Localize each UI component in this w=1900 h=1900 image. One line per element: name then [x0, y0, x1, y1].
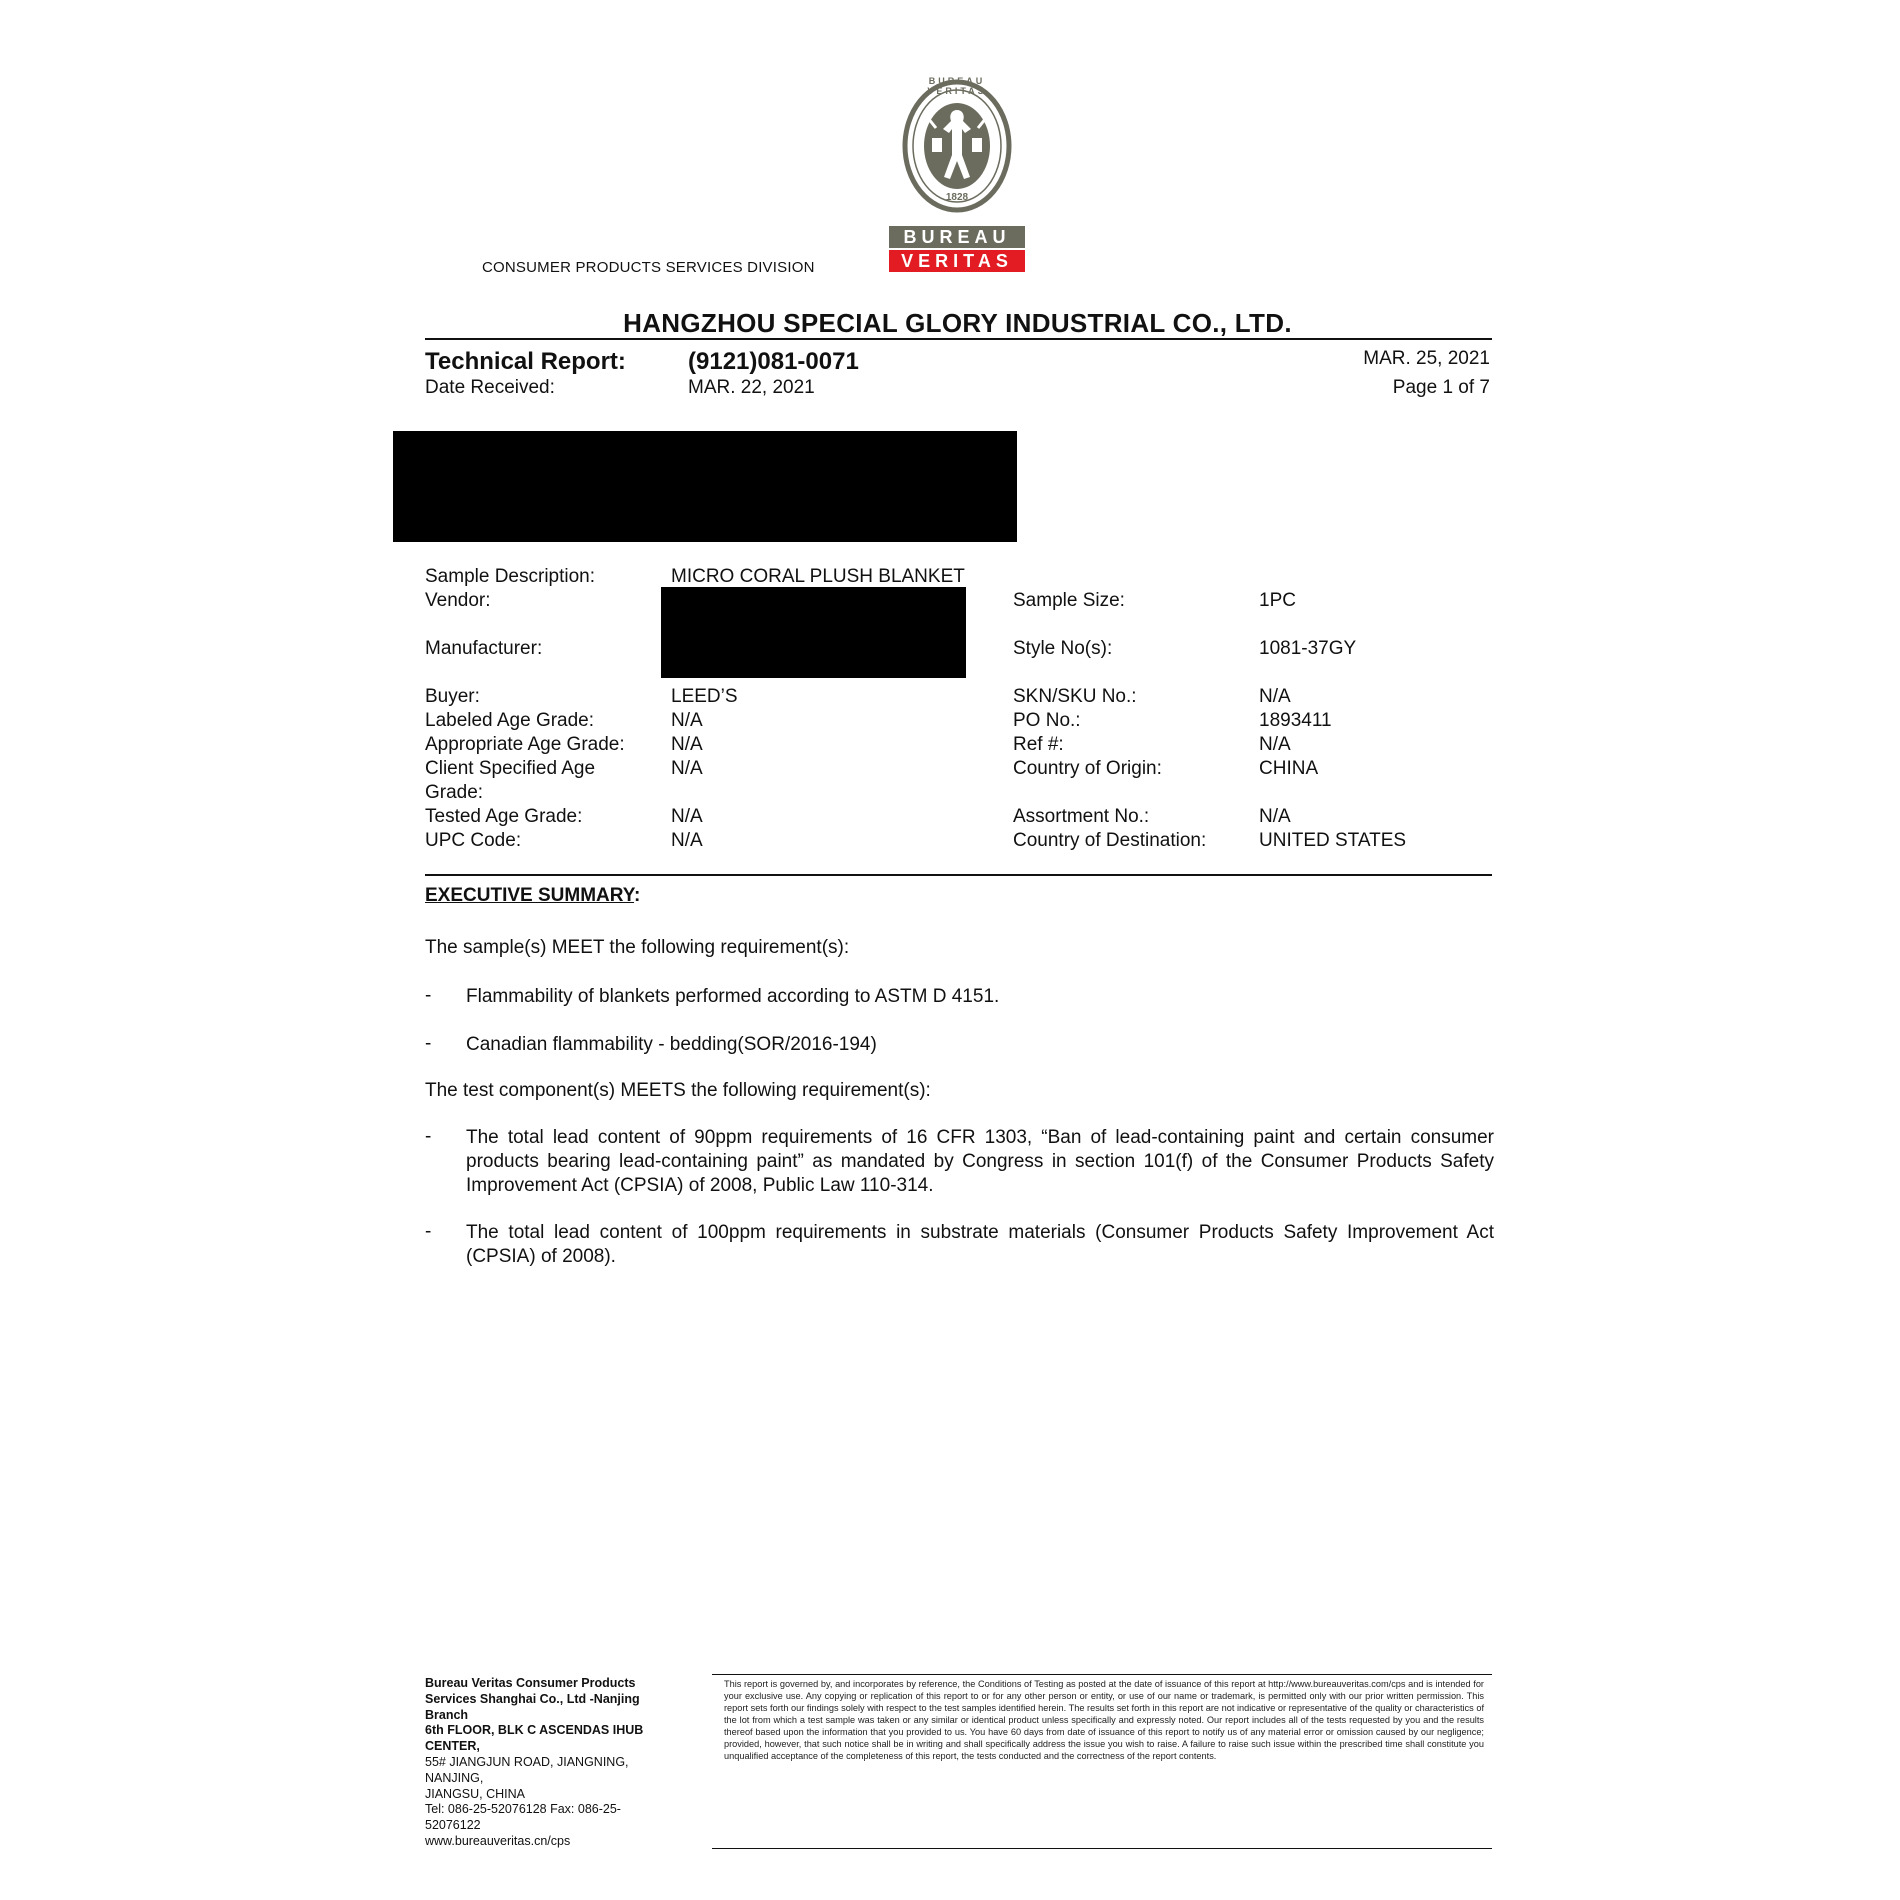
redacted-vendor-manufacturer: [661, 587, 966, 678]
footer-top-rule: [712, 1674, 1492, 1675]
client-specified-age-grade-label-line2: Grade:: [425, 782, 484, 803]
bullet-dash: -: [425, 1221, 432, 1242]
footer-website[interactable]: www.bureauveritas.cn/cps: [425, 1833, 571, 1848]
requirement-item: The total lead content of 90ppm requirements of 16 CFR 1303, “Ban of lead-containing paint and certain consumer products bearing lead-containing paint” as mandated by Congress in section 101(f) of the Consumer Products Safety Improvement Act (CPSIA) of 2008, Public Law 110-314.: [466, 1127, 1494, 1196]
report-date: MAR. 25, 2021: [1363, 348, 1490, 369]
sample-size-value: 1PC: [1259, 590, 1296, 611]
country-of-destination-label: Country of Destination:: [1013, 830, 1207, 851]
tested-age-grade-value: N/A: [671, 806, 703, 827]
ref-value: N/A: [1259, 734, 1291, 755]
seal-text: BUREAU VERITAS: [927, 76, 987, 96]
country-of-origin-value: CHINA: [1259, 758, 1319, 779]
redacted-block: [393, 431, 1017, 542]
bullet-dash: -: [425, 1033, 432, 1054]
footer-bold-line: Branch: [425, 1707, 469, 1722]
footer-bold-line: 6th FLOOR, BLK C ASCENDAS IHUB: [425, 1723, 644, 1738]
footer-disclaimer: This report is governed by, and incorporates by reference, the Conditions of Testing as posted at the date of issuance of this report at http://www.bureauveritas.com/cps and is intended for your exclusive use. Any copying or replication of this report to or for any other person or entity, or use of our name or trademark, is permitted only with our prior written permission. This report sets forth our findings solely with respect to the test samples identified herein. The results set forth in this report are not indicative or representative of the quality or characteristics of the lot from which a test sample was taken or any similar or identical product unless specifically and expressly noted. Our report includes all of the tests requested by you and the results thereof based upon the information that you provided to us. You have 60 days from date of issuance of this report to notify us of any material error or omission caused by our negligence; provided, however, that such notice shall be in writing and shall specifically address the issue you wish to raise. A failure to raise such issue within the prescribed time shall constitute you unqualified acceptance of the completeness of this report, the tests conducted and the correctness of the report contents.: [724, 1679, 1484, 1761]
page-number: Page 1 of 7: [1392, 377, 1490, 398]
footer-line: JIANGSU, CHINA: [425, 1786, 526, 1801]
footer-address: [425, 1676, 675, 1850]
skn-sku-label: SKN/SKU No.:: [1013, 686, 1137, 707]
manufacturer-label: Manufacturer:: [425, 638, 543, 659]
style-no-label: Style No(s):: [1013, 638, 1113, 659]
seal-year: 1828: [945, 192, 969, 203]
bureau-veritas-logo: [876, 78, 1038, 274]
footer-line: NANJING,: [425, 1770, 484, 1785]
client-specified-age-grade-label: Client Specified Age: [425, 758, 596, 779]
date-received-label: Date Received:: [425, 377, 555, 398]
labeled-age-grade-value: N/A: [671, 710, 703, 731]
date-received-value: MAR. 22, 2021: [688, 377, 815, 398]
sample-size-label: Sample Size:: [1013, 590, 1125, 611]
footer-bold-line: Bureau Veritas Consumer Products: [425, 1676, 636, 1690]
technical-report-label: Technical Report:: [425, 348, 626, 375]
bullet-dash: -: [425, 1126, 432, 1147]
summary-rule: [425, 874, 1492, 876]
requirement-item: The total lead content of 100ppm requirements in substrate materials (Consumer Products Safety Improvement Act (CPSIA) of 2008).: [466, 1222, 1494, 1267]
po-no-label: PO No.:: [1013, 710, 1081, 731]
po-no-value: 1893411: [1259, 710, 1332, 731]
requirement-item: Canadian flammability - bedding(SOR/2016-194): [466, 1034, 877, 1055]
executive-summary-colon: :: [634, 885, 641, 906]
labeled-age-grade-label: Labeled Age Grade:: [425, 710, 595, 731]
ref-label: Ref #:: [1013, 734, 1064, 755]
style-no-value: 1081-37GY: [1259, 638, 1357, 659]
footer-line: 55# JIANGJUN ROAD, JIANGNING,: [425, 1754, 629, 1769]
footer-bold-line: Services Shanghai Co., Ltd -Nanjing: [425, 1691, 640, 1706]
logo-word-veritas: VERITAS: [901, 251, 1013, 271]
country-of-destination-value: UNITED STATES: [1259, 830, 1407, 851]
country-of-origin-label: Country of Origin:: [1013, 758, 1162, 779]
client-specified-age-grade-value: N/A: [671, 758, 703, 779]
executive-summary-heading: [425, 885, 640, 907]
assortment-no-label: Assortment No.:: [1013, 806, 1150, 827]
sample-description-label: Sample Description:: [425, 566, 596, 587]
technical-report-number: (9121)081-0071: [688, 348, 859, 375]
sample-description-value: MICRO CORAL PLUSH BLANKET: [671, 566, 965, 587]
footer-bottom-rule: [712, 1848, 1492, 1849]
executive-summary-title: EXECUTIVE SUMMARY: [425, 885, 635, 906]
bullet-dash: -: [425, 985, 432, 1006]
tested-age-grade-label: Tested Age Grade:: [425, 806, 583, 827]
buyer-label: Buyer:: [425, 686, 480, 707]
summary-intro-1: The sample(s) MEET the following requirement(s):: [425, 937, 850, 958]
footer-line: Tel: 086-25-52076128 Fax: 086-25-: [425, 1802, 621, 1817]
logo-word-bureau: BUREAU: [903, 227, 1011, 247]
division-label: CONSUMER PRODUCTS SERVICES DIVISION: [482, 259, 815, 276]
vendor-label: Vendor:: [425, 590, 491, 611]
appropriate-age-grade-value: N/A: [671, 734, 703, 755]
footer-line: 52076122: [425, 1818, 481, 1833]
appropriate-age-grade-label: Appropriate Age Grade:: [425, 734, 625, 755]
buyer-value: LEED’S: [671, 686, 738, 707]
upc-code-label: UPC Code:: [425, 830, 522, 851]
summary-intro-2: The test component(s) MEETS the following requirement(s):: [425, 1080, 931, 1101]
header-rule: [425, 338, 1492, 340]
company-name: HANGZHOU SPECIAL GLORY INDUSTRIAL CO., LTD.: [623, 308, 1292, 338]
assortment-no-value: N/A: [1259, 806, 1291, 827]
requirement-item: Flammability of blankets performed according to ASTM D 4151.: [466, 986, 1000, 1007]
upc-code-value: N/A: [671, 830, 703, 851]
skn-sku-value: N/A: [1259, 686, 1291, 707]
footer-bold-line: CENTER,: [425, 1739, 480, 1754]
